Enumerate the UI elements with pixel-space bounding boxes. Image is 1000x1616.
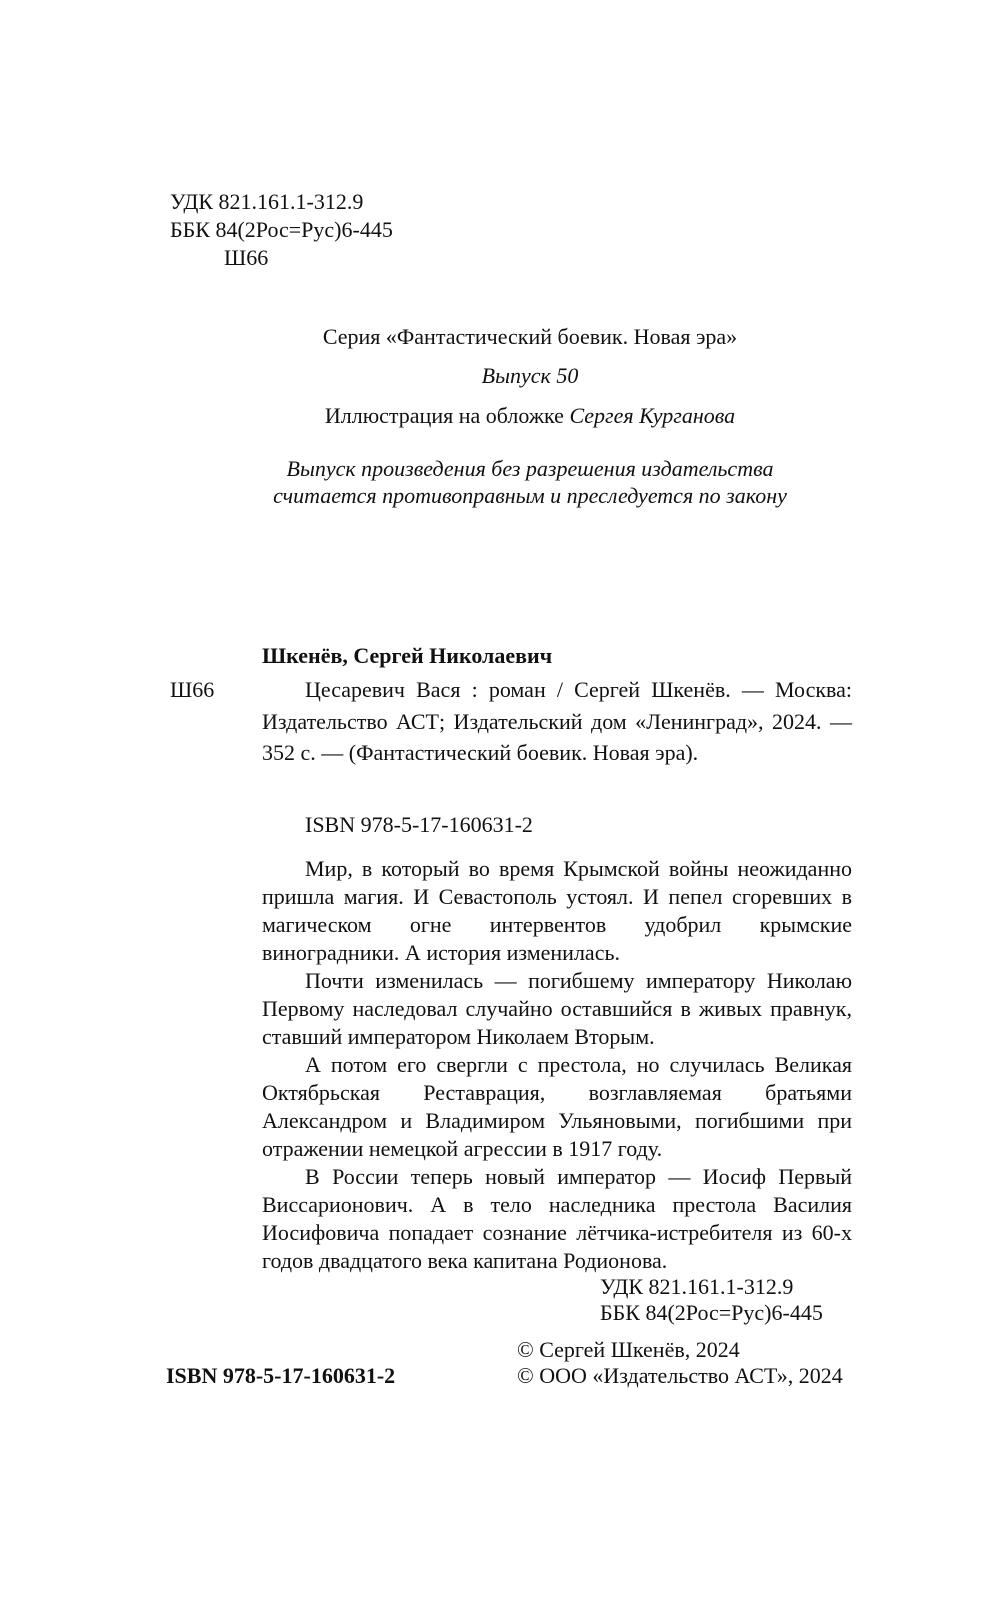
annotation-paragraph: В России теперь новый император — Иосиф Первый Виссарионович. А в тело наследника престола Василия Иосифовича попадает сознание лётчика-истребителя из 60-х годов двадцатого века капитана Родионова. bbox=[262, 1164, 852, 1273]
catalog-author: Шкенёв, Сергей Николаевич bbox=[262, 643, 553, 668]
annotation bbox=[262, 855, 852, 1275]
annotation-paragraph: А потом его свергли с престола, но случилась Великая Октябрьская Реставрация, возглавляемая братьями Александром и Владимиром Ульяновыми, погибшими при отражении немецкой агрессии в 1917 году. bbox=[262, 1052, 852, 1161]
illustration-credit bbox=[180, 402, 880, 429]
annotation-paragraph: Мир, в который во время Крымской войны неожиданно пришла магия. И Севастополь устоял. И пепел сгоревших в магическом огне интервентов удобрил крымские виноградники. А история изменилась. bbox=[262, 856, 852, 965]
footer-bbk-code: ББК 84(2Рос=Рус)6-445 bbox=[600, 1300, 823, 1325]
illustration-prefix: Иллюстрация на обложке bbox=[324, 403, 570, 428]
author-mark: Ш66 bbox=[224, 245, 269, 270]
series-issue: Выпуск 50 bbox=[481, 363, 579, 388]
legal-notice-line-1: Выпуск произведения без разрешения издательства bbox=[286, 456, 774, 481]
annotation-paragraph: Почти изменилась — погибшему императору Николаю Первому наследовал случайно оставшийся в живых правнук, ставший императором Николаем Вторым. bbox=[262, 968, 852, 1049]
series-line: Серия «Фантастический боевик. Новая эра» bbox=[322, 324, 738, 349]
bbk-code: ББК 84(2Рос=Рус)6-445 bbox=[170, 217, 393, 242]
legal-notice-line-2: считается противоправным и преследуется по закону bbox=[273, 483, 787, 508]
catalog-isbn: ISBN 978-5-17-160631-2 bbox=[305, 812, 533, 837]
udk-code: УДК 821.161.1-312.9 bbox=[170, 189, 364, 214]
catalog-author-mark: Ш66 bbox=[170, 677, 215, 702]
footer-isbn: ISBN 978-5-17-160631-2 bbox=[166, 1363, 396, 1388]
bibliographic-text: Цесаревич Вася : роман / Сергей Шкенёв. — Москва: Издательство АСТ; Издательский дом «Ленинград», 2024. — 352 с. — (Фантастический боевик. Новая эра). bbox=[262, 677, 852, 765]
footer-udk-code: УДК 821.161.1-312.9 bbox=[600, 1274, 794, 1299]
copyright-author: © Сергей Шкенёв, 2024 bbox=[517, 1337, 740, 1362]
copyright-publisher: © ООО «Издательство АСТ», 2024 bbox=[517, 1363, 843, 1388]
catalog-bibliographic-entry bbox=[262, 674, 852, 769]
illustrator-name: Сергея Курганова bbox=[569, 403, 736, 428]
